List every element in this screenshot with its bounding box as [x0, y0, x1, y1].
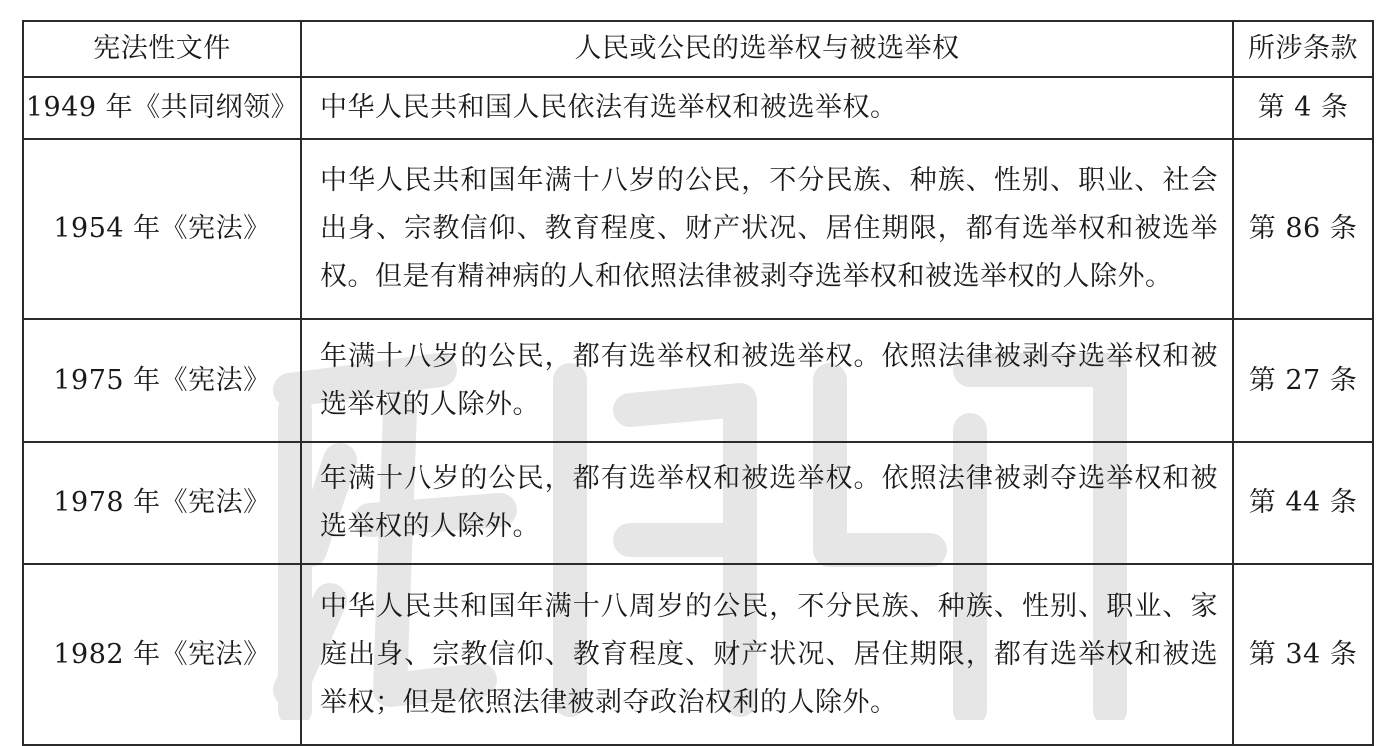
document-cell: 1954 年《宪法》: [23, 139, 301, 319]
header-document: 宪法性文件: [23, 21, 301, 77]
article-cell: 第 86 条: [1233, 139, 1373, 319]
document-cell: 1978 年《宪法》: [23, 442, 301, 564]
rights-text-cell: 中华人民共和国人民依法有选举权和被选举权。: [301, 77, 1233, 139]
table-row: [23, 77, 1373, 139]
rights-text-cell: 年满十八岁的公民，都有选举权和被选举权。依照法律被剥夺选举权和被选举权的人除外。: [301, 319, 1233, 442]
table-row: [23, 319, 1373, 442]
rights-text-cell: 年满十八岁的公民，都有选举权和被选举权。依照法律被剥夺选举权和被选举权的人除外。: [301, 442, 1233, 564]
header-rights: 人民或公民的选举权与被选举权: [301, 21, 1233, 77]
document-cell: 1949 年《共同纲领》: [23, 77, 301, 139]
article-cell: 第 34 条: [1233, 564, 1373, 745]
table-header-row: [23, 21, 1373, 77]
table-row: [23, 442, 1373, 564]
article-cell: 第 4 条: [1233, 77, 1373, 139]
rights-text-cell: 中华人民共和国年满十八周岁的公民，不分民族、种族、性别、职业、家庭出身、宗教信仰、教育程度、财产状况、居住期限，都有选举权和被选举权；但是依照法律被剥夺政治权利的人除外。: [301, 564, 1233, 745]
table-row: [23, 139, 1373, 319]
document-cell: 1982 年《宪法》: [23, 564, 301, 745]
rights-text-cell: 中华人民共和国年满十八岁的公民，不分民族、种族、性别、职业、社会出身、宗教信仰、教育程度、财产状况、居住期限，都有选举权和被选举权。但是有精神病的人和依照法律被剥夺选举权和被选举权的人除外。: [301, 139, 1233, 319]
document-cell: 1975 年《宪法》: [23, 319, 301, 442]
article-cell: 第 44 条: [1233, 442, 1373, 564]
table-row: [23, 564, 1373, 745]
election-rights-table: [22, 20, 1374, 746]
header-article: 所涉条款: [1233, 21, 1373, 77]
article-cell: 第 27 条: [1233, 319, 1373, 442]
